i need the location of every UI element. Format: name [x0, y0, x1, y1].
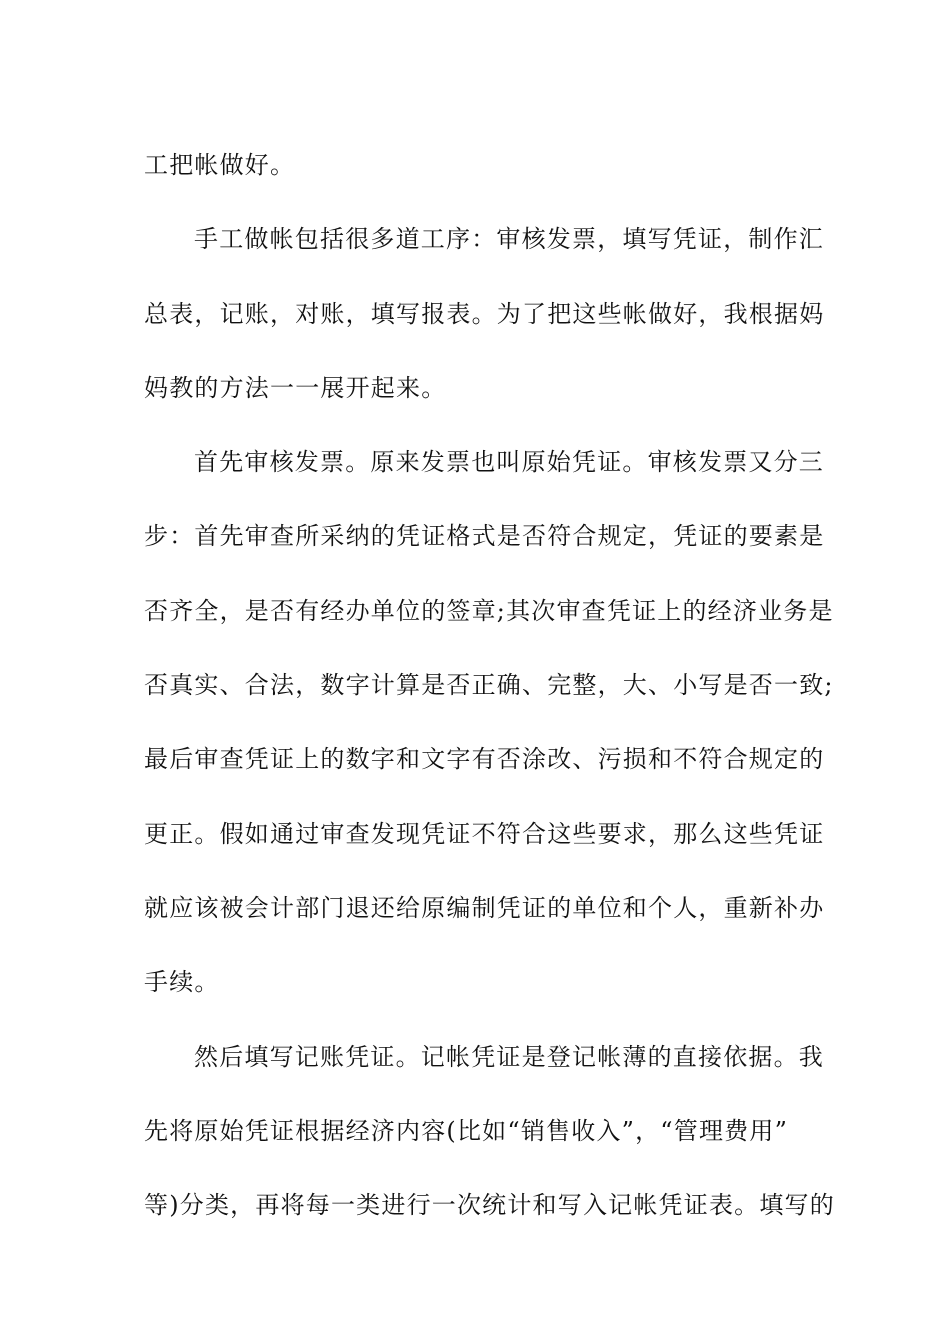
text-line: 总表，记账，对账，填写报表。为了把这些帐做好，我根据妈 [144, 299, 825, 328]
text-line: 就应该被会计部门退还给原编制凭证的单位和个人，重新补办 [144, 893, 825, 922]
text-line: 等)分类，再将每一类进行一次统计和写入记帐凭证表。填写的 [144, 1191, 835, 1220]
text-line: 否真实、合法，数字计算是否正确、完整，大、小写是否一致; [144, 671, 834, 700]
text-line: 最后审查凭证上的数字和文字有否涂改、污损和不符合规定的 [144, 745, 825, 774]
text-line: 更正。假如通过审查发现凭证不符合这些要求，那么这些凭证 [144, 819, 825, 848]
paragraph-first-line: 手工做帐包括很多道工序：审核发票，填写凭证，制作汇 [194, 225, 824, 254]
paragraph-first-line: 首先审核发票。原来发票也叫原始凭证。审核发票又分三 [194, 448, 824, 477]
text-line: 先将原始凭证根据经济内容(比如“销售收入”，“管理费用” [144, 1116, 789, 1145]
text-line: 工把帐做好。 [144, 151, 296, 179]
text-line: 否齐全，是否有经办单位的签章;其次审查凭证上的经济业务是 [144, 596, 834, 625]
document-body [144, 128, 835, 1242]
text-line: 妈教的方法一一展开起来。 [144, 373, 447, 402]
paragraph-first-line: 然后填写记账凭证。记帐凭证是登记帐薄的直接依据。我 [194, 1042, 824, 1071]
text-line: 手续。 [144, 968, 220, 997]
text-line: 步：首先审查所采纳的凭证格式是否符合规定，凭证的要素是 [144, 522, 825, 551]
